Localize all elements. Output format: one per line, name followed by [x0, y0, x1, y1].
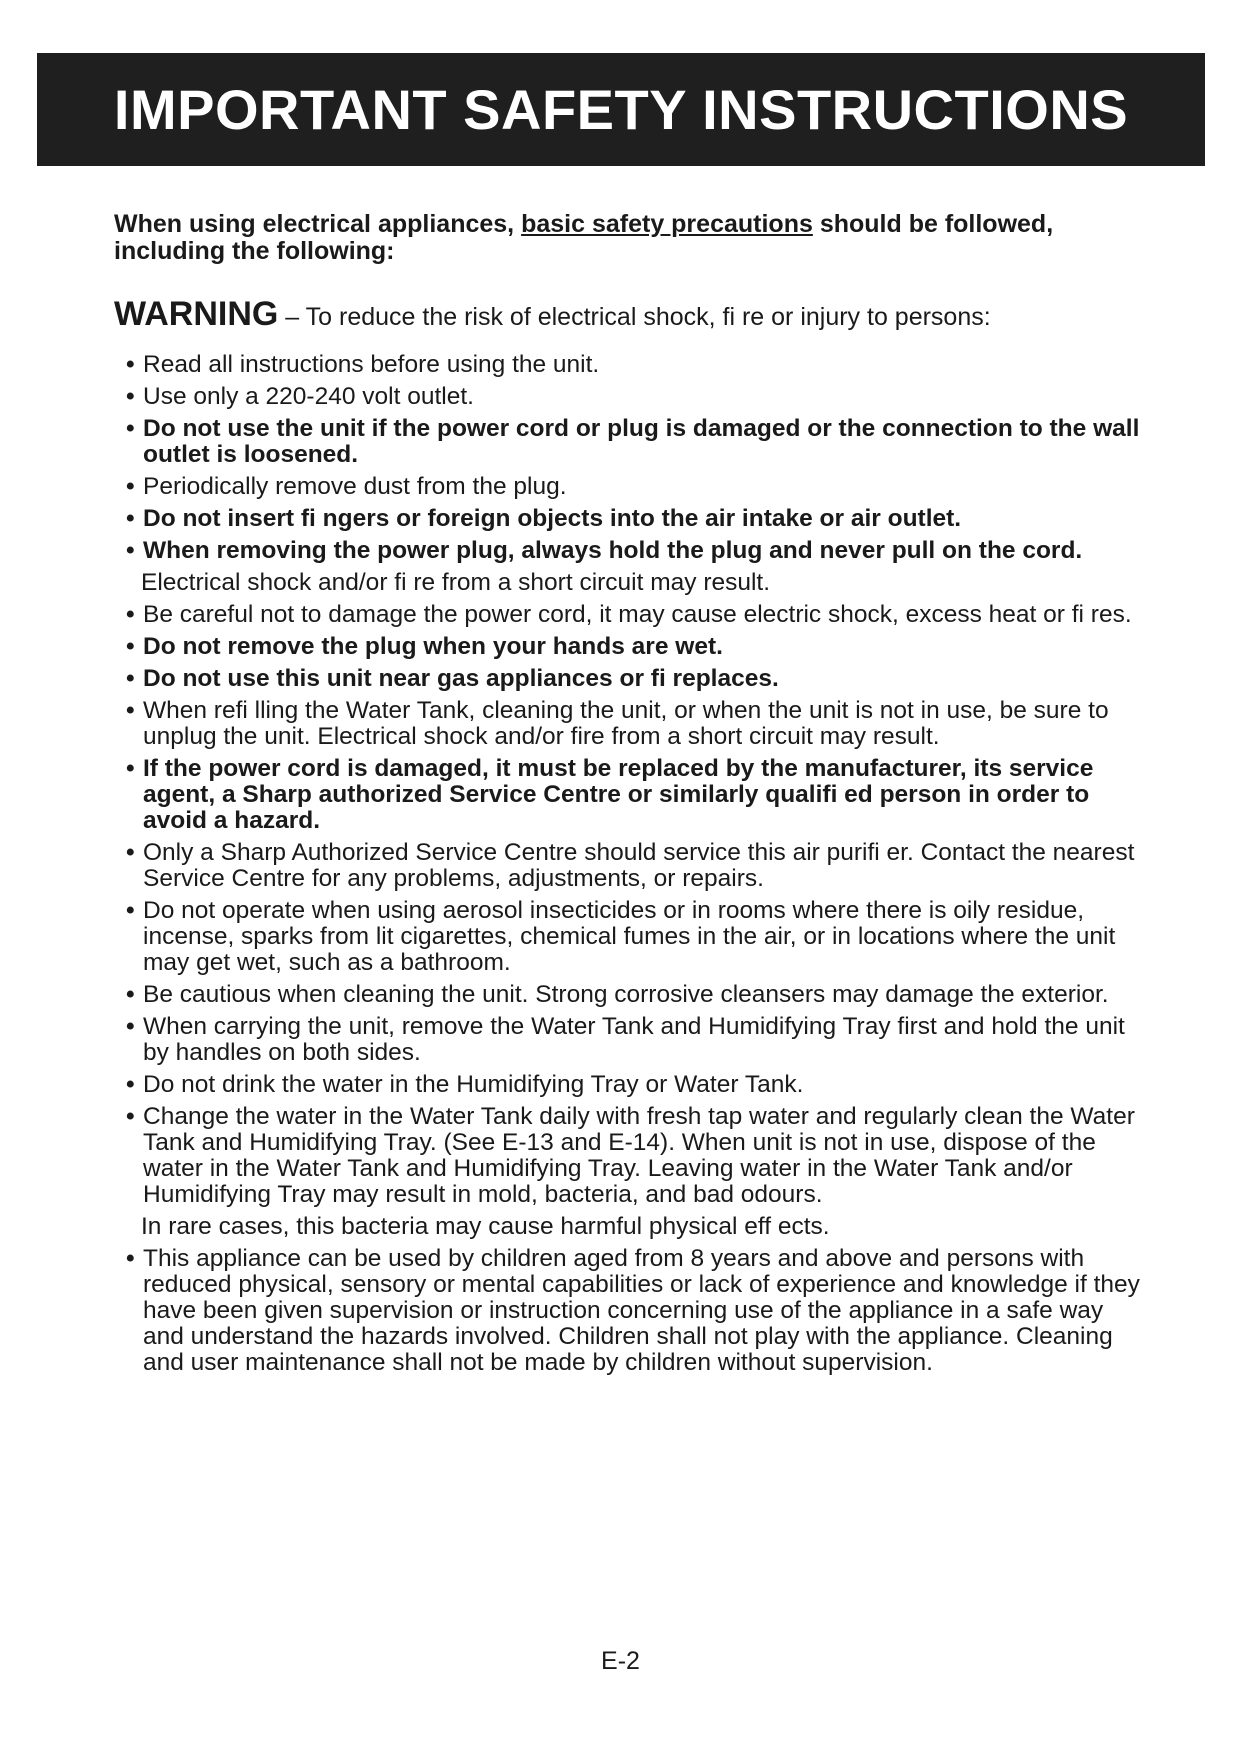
item-text: When removing the power plug, always hold the plug and never pull on the cord. — [143, 537, 1083, 564]
item-text: This appliance can be used by children aged from 8 years and above and persons with reduced physical, sensory or mental capabilities or lack of experience and knowledge if they have been given supervision or instruction concerning use of the appliance in a safe way and understand the hazards involved. Children shall not play with the appliance. Cleaning and user maintenance shall not be made by children without supervision. — [143, 1245, 1140, 1376]
safety-list-item — [125, 698, 1145, 750]
safety-list-item — [125, 1014, 1145, 1066]
safety-list-note — [125, 1214, 1145, 1240]
safety-list-item — [125, 352, 1145, 378]
item-text: Electrical shock and/or fi re from a short circuit may result. — [141, 569, 771, 596]
bullet-icon: • — [126, 1071, 135, 1098]
item-text: Do not operate when using aerosol insecticides or in rooms where there is oily residue, incense, sparks from lit cigarettes, chemical fumes in the air, or in locations where the unit may get wet, such as a bathroom. — [143, 897, 1116, 976]
page-number: E-2 — [601, 1647, 640, 1675]
warning-text: – To reduce the risk of electrical shock, fi re or injury to persons: — [278, 303, 991, 331]
intro-underlined-text: basic safety precautions — [521, 210, 813, 238]
bullet-icon: • — [126, 755, 135, 782]
safety-list-item — [125, 538, 1145, 564]
item-text: Only a Sharp Authorized Service Centre should service this air purifi er. Contact the nearest Service Centre for any problems, adjustments, or repairs. — [143, 839, 1135, 892]
intro-paragraph — [114, 211, 1134, 265]
title-banner — [37, 53, 1205, 166]
item-text: Do not remove the plug when your hands are wet. — [143, 633, 723, 660]
safety-list-item — [125, 982, 1145, 1008]
item-text: Do not drink the water in the Humidifying Tray or Water Tank. — [143, 1071, 804, 1098]
safety-list-item — [125, 840, 1145, 892]
item-text: Be cautious when cleaning the unit. Strong corrosive cleansers may damage the exterior. — [143, 981, 1109, 1008]
safety-list-item — [125, 634, 1145, 660]
safety-list-item — [125, 1072, 1145, 1098]
item-text: When refi lling the Water Tank, cleaning the unit, or when the unit is not in use, be sure to unplug the unit. Electrical shock and/or fire from a short circuit may result. — [143, 697, 1109, 750]
bullet-icon: • — [126, 665, 135, 692]
safety-list-item — [125, 1246, 1145, 1376]
item-text: If the power cord is damaged, it must be replaced by the manufacturer, its service agent, a Sharp authorized Service Centre or similarly qualifi ed person in order to avoid a hazard. — [143, 755, 1094, 834]
safety-instructions-list — [125, 352, 1145, 1382]
item-text: Use only a 220-240 volt outlet. — [143, 383, 474, 410]
safety-list-item — [125, 898, 1145, 976]
bullet-icon: • — [126, 839, 135, 866]
warning-label: WARNING — [114, 295, 279, 333]
item-text: Do not use this unit near gas appliances or fi replaces. — [143, 665, 779, 692]
safety-list-item — [125, 666, 1145, 692]
safety-list-item — [125, 756, 1145, 834]
intro-text-after: should be followed, including the following: — [114, 210, 1054, 265]
safety-list-item — [125, 474, 1145, 500]
item-text: Read all instructions before using the unit. — [143, 351, 600, 378]
item-text: When carrying the unit, remove the Water Tank and Humidifying Tray first and hold the unit by handles on both sides. — [143, 1013, 1125, 1066]
item-text: Periodically remove dust from the plug. — [143, 473, 567, 500]
safety-list-item — [125, 602, 1145, 628]
intro-text-before: When using electrical appliances, — [114, 210, 522, 238]
item-text: In rare cases, this bacteria may cause harmful physical eff ects. — [141, 1213, 830, 1240]
bullet-icon: • — [126, 1103, 135, 1130]
safety-list-item — [125, 416, 1145, 468]
item-text: Do not insert fi ngers or foreign objects into the air intake or air outlet. — [143, 505, 962, 532]
bullet-icon: • — [126, 897, 135, 924]
bullet-icon: • — [126, 415, 135, 442]
bullet-icon: • — [126, 383, 135, 410]
bullet-icon: • — [126, 351, 135, 378]
safety-list-item — [125, 506, 1145, 532]
page-title: IMPORTANT SAFETY INSTRUCTIONS — [113, 78, 1129, 141]
bullet-icon: • — [126, 697, 135, 724]
item-text: Do not use the unit if the power cord or plug is damaged or the connection to the wall outlet is loosened. — [143, 415, 1140, 468]
bullet-icon: • — [126, 473, 135, 500]
safety-list-note — [125, 570, 1145, 596]
warning-line — [114, 294, 1144, 337]
bullet-icon: • — [126, 633, 135, 660]
safety-list-item — [125, 1104, 1145, 1208]
item-text: Change the water in the Water Tank daily with fresh tap water and regularly clean the Water Tank and Humidifying Tray. (See E-13 and E-14). When unit is not in use, dispose of the water in the Water Tank and Humidifying Tray. Leaving water in the Water Tank and/or Humidifying Tray may result in mold, bacteria, and bad odours. — [143, 1103, 1135, 1208]
bullet-icon: • — [126, 505, 135, 532]
bullet-icon: • — [126, 601, 135, 628]
bullet-icon: • — [126, 1013, 135, 1040]
bullet-icon: • — [126, 537, 135, 564]
safety-list-item — [125, 384, 1145, 410]
item-text: Be careful not to damage the power cord, it may cause electric shock, excess heat or fi res. — [143, 601, 1132, 628]
bullet-icon: • — [126, 981, 135, 1008]
bullet-icon: • — [126, 1245, 135, 1272]
